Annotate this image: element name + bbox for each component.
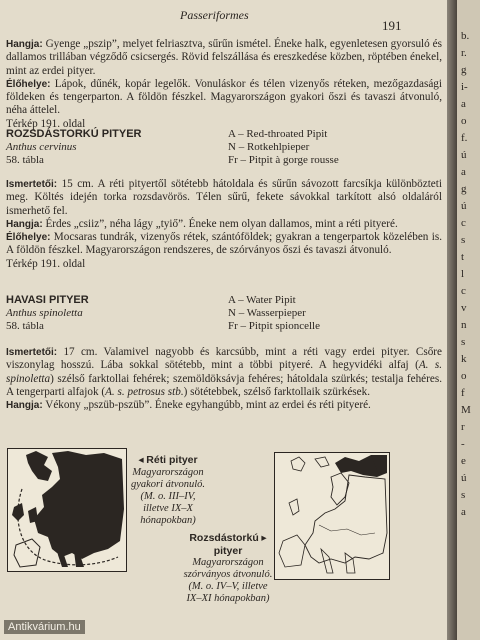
voice-label: Hangja: [6,218,43,230]
next-page-letter: g [461,183,467,195]
map-red-throated-pipit [274,452,390,580]
next-page-letter: s [461,489,466,501]
next-page-letter: s [461,336,466,348]
intro-habitat: Élőhelye: Lápok, dűnék, kopár legelők. Vonuláskor és télen vizenyős réteken, mezőgazdasági földeken és tengerparton. A földön fészkel. Magyarországon gyakori őszi és tavaszi átvonuló, néha áttelel. [6,77,442,117]
voice-label: Hangja: [6,39,43,50]
next-page-letter: s [461,234,466,246]
species1-voice: Hangja: Érdes „csiiz”, néha lágy „tyiő”. Éneke nem olyan dallamos, mint a réti pityeré. [6,217,398,230]
next-page-letter: b. [461,30,470,42]
intro-voice: Hangja: Gyenge „pszip”, melyet felriasztva, sűrűn ismétel. Éneke halk, egyenletesen gyorsuló és dallamos trillában végződő csicsergés. Rövid felszállása és ereszkedése közben, röptében énekel, mint az erdei pityer. [6,38,442,77]
species2-name-fr: Fr – Pitpit spioncelle [228,320,320,332]
species1-name-fr: Fr – Pitpit à gorge rousse [228,154,339,166]
species2-header [6,294,442,333]
habitat-label: Élőhelye: [6,232,51,244]
right-caption-title: Rozsdástorkú ▸ [189,532,267,544]
species1-habitat: Élőhelye: Mocsaras tundrák, vizenyős rétek, szántóföldek; gyakran a tengerpartok közelében is. A földön fészkel. Magyarországon rendszeres, de szórványos őszi és tavaszi átvonuló. [6,231,442,257]
species1-name: ROZSDÁSTORKÚ PITYER [6,128,142,140]
arrow-left-icon: ◂ [138,455,144,466]
europe-map-right [275,453,389,579]
species1-plate: 58. tábla [6,154,44,166]
species1-name-de: N – Rotkehlpieper [228,141,310,153]
next-page-letter: i- [461,81,468,93]
species1-map-ref: Térkép 191. oldal [6,257,86,270]
voice-label: Hangja: [6,400,43,412]
next-page-letter: c [461,217,466,229]
species1-body [6,178,442,271]
book-gutter [447,0,457,640]
map-meadow-pipit [7,448,127,572]
description-label: Ismertetői: [6,179,58,190]
habitat-label: Élőhelye: [6,78,51,90]
next-page-letter: ú [461,149,467,161]
species2-description: Ismertetői: 17 cm. Valamivel nagyobb és karcsúbb, mint a réti vagy erdei pityer. Csőre viszonylag hosszú. Lába sokkal sötétebb, mint a többi pityeré. A hegyvidéki alfaj (A. s. spinoletta) szélső farktollai fehérek; szemöldöksávja fehéres; hátoldala szürkés; testalja fehéres. A tengerparti alfajok (A. s. petrosus stb.) sötétebbek, szélső farktollaik szürkések. [6,346,443,398]
species2-common-names [228,294,320,333]
species1-header [6,128,442,167]
next-page-letter: n [461,319,467,331]
species2-name-en: A – Water Pipit [228,294,296,306]
next-page-letter: M [461,404,471,416]
next-page-letter: c [461,285,466,297]
next-page-edge [457,0,480,640]
next-page-letter: a [461,506,466,518]
species2-name: HAVASI PITYER [6,294,89,306]
species1-latin: Anthus cervinus [6,141,77,153]
next-page-letter: - [461,438,465,450]
intro-map-ref: Térkép 191. oldal [6,117,86,130]
next-page-letter: ú [461,200,467,212]
species1-name-en: A – Red-throated Pipit [228,128,328,140]
next-page-letter: r [461,421,465,433]
species1-description: Ismertetői: 15 cm. A réti pityertől sötétebb hátoldala és sűrűn sávozott farcsíkja különbözteti meg. Költés idején torka rozsdavörös. Télen sűrű, fekete sávokkal tarkított alsó oldaláról ismerhető fel. [6,178,442,217]
next-page-letter: ú [461,472,467,484]
left-caption-title: ◂ Réti pityer [138,454,198,466]
species2-latin: Anthus spinoletta [6,307,83,319]
next-page-letter: g [461,64,467,76]
species2-body [6,346,442,412]
next-page-letter: a [461,166,466,178]
species2-plate: 58. tábla [6,320,44,332]
intro-block [6,38,442,131]
next-page-letter: a [461,98,466,110]
next-page-letter: l [461,268,465,280]
next-page-letter: o [461,370,467,382]
watermark: Antikvárium.hu [4,620,85,634]
next-page-letters [461,28,471,521]
description-label: Ismertetői: [6,347,58,358]
right-map-caption: Rozsdástorkú ▸ pityer Magyarországon szórványos átvonuló. (M. o. IV–V, illetve IX–XI hónapokban) [176,532,280,605]
species1-common-names [228,128,339,167]
left-map-caption: ◂ Réti pityer Magyarországon gyakori átvonuló. (M. o. III–IV, illetve IX–X hónapokban) [118,454,218,527]
species2-voice: Hangja: Vékony „pszüb-pszüb”. Éneke egyhangúbb, mint az erdei és réti pityeré. [6,399,371,412]
species2-name-de: N – Wasserpieper [228,307,306,319]
next-page-letter: t [461,251,465,263]
next-page-letter: r. [461,47,467,59]
next-page-letter: e [461,455,466,467]
next-page-letter: f [461,387,465,399]
next-page-letter: v [461,302,467,314]
page-number: 191 [382,18,402,33]
next-page-letter: f. [461,132,468,144]
running-head: Passeriformes [180,8,249,22]
next-page-letter: o [461,115,467,127]
europe-map-left [8,449,126,571]
arrow-right-icon: ▸ [261,533,267,544]
next-page-letter: k [461,353,467,365]
